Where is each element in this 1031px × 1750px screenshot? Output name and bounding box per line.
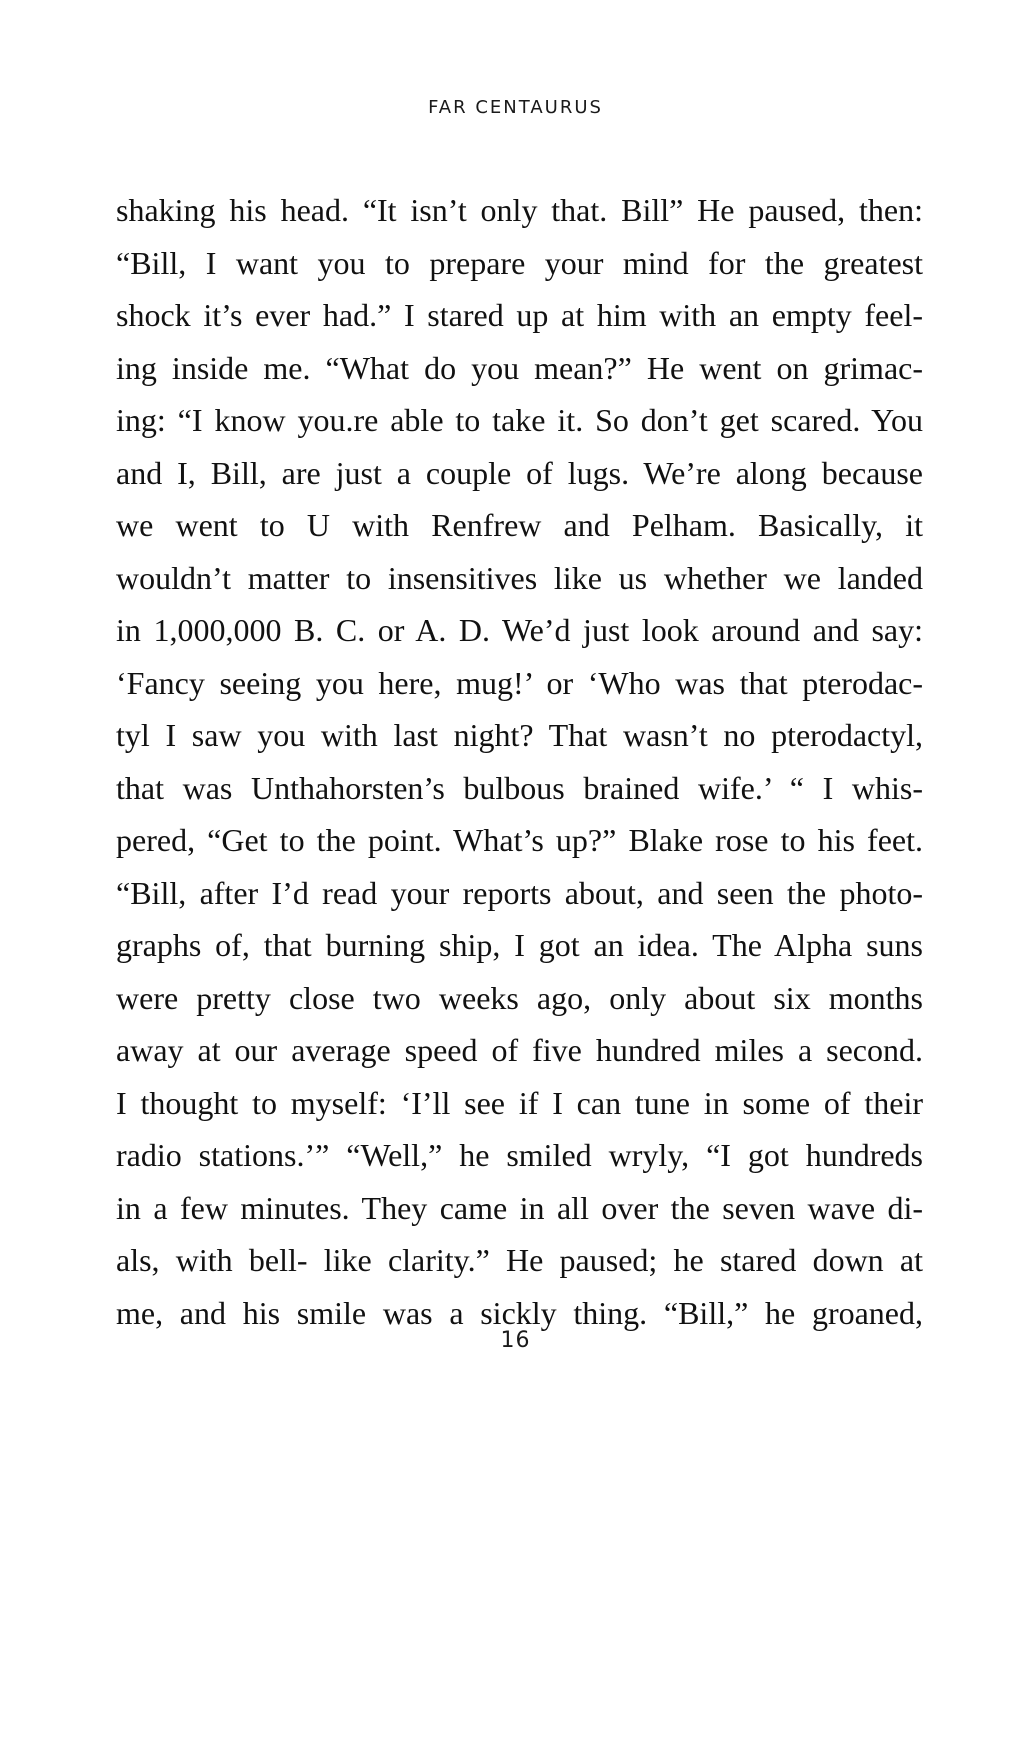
text-line: radio stations.’” “Well,” he smiled wryly, “I got hundreds	[116, 1137, 923, 1173]
text-line: “Bill, I want you to prepare your mind for the greatest	[116, 244, 923, 281]
text-line: tyl I saw you with last night? That wasn’t no pterodactyl,	[116, 717, 923, 753]
text-line: ing: “I know you.re able to take it. So don’t get scared. You	[116, 402, 923, 438]
running-header: FAR CENTAURUS	[428, 97, 603, 118]
text-line: away at our average speed of five hundred miles a second.	[116, 1032, 923, 1068]
text-line: als, with bell- like clarity.” He paused; he stared down at	[116, 1242, 923, 1278]
text-line: ‘Fancy seeing you here, mug!’ or ‘Who was that pterodac-	[116, 664, 923, 701]
text-line: I thought to myself: ‘I’ll see if I can tune in some of their	[116, 1084, 923, 1121]
text-line: graphs of, that burning ship, I got an idea. The Alpha suns	[116, 927, 923, 963]
body-text	[116, 184, 923, 1339]
text-line: we went to U with Renfrew and Pelham. Basically, it	[116, 507, 923, 543]
text-line: me, and his smile was a sickly thing. “Bill,” he groaned,	[116, 1294, 923, 1331]
text-line: ing inside me. “What do you mean?” He went on grimac-	[116, 349, 923, 386]
text-line: in a few minutes. They came in all over the seven wave di-	[116, 1189, 923, 1226]
text-line: shock it’s ever had.” I stared up at him with an empty feel-	[116, 297, 923, 333]
text-line: shaking his head. “It isn’t only that. Bill” He paused, then:	[116, 192, 923, 228]
text-line: were pretty close two weeks ago, only about six months	[116, 979, 923, 1016]
page-number: 16	[500, 1328, 531, 1353]
text-line: in 1,000,000 B. C. or A. D. We’d just look around and say:	[116, 612, 923, 648]
text-line: and I, Bill, are just a couple of lugs. We’re along because	[116, 454, 923, 491]
text-line: “Bill, after I’d read your reports about, and seen the photo-	[116, 874, 923, 911]
text-line: wouldn’t matter to insensitives like us whether we landed	[116, 559, 923, 596]
text-line: pered, “Get to the point. What’s up?” Blake rose to his feet.	[116, 822, 923, 858]
text-line: that was Unthahorsten’s bulbous brained wife.’ “ I whis-	[116, 769, 923, 806]
